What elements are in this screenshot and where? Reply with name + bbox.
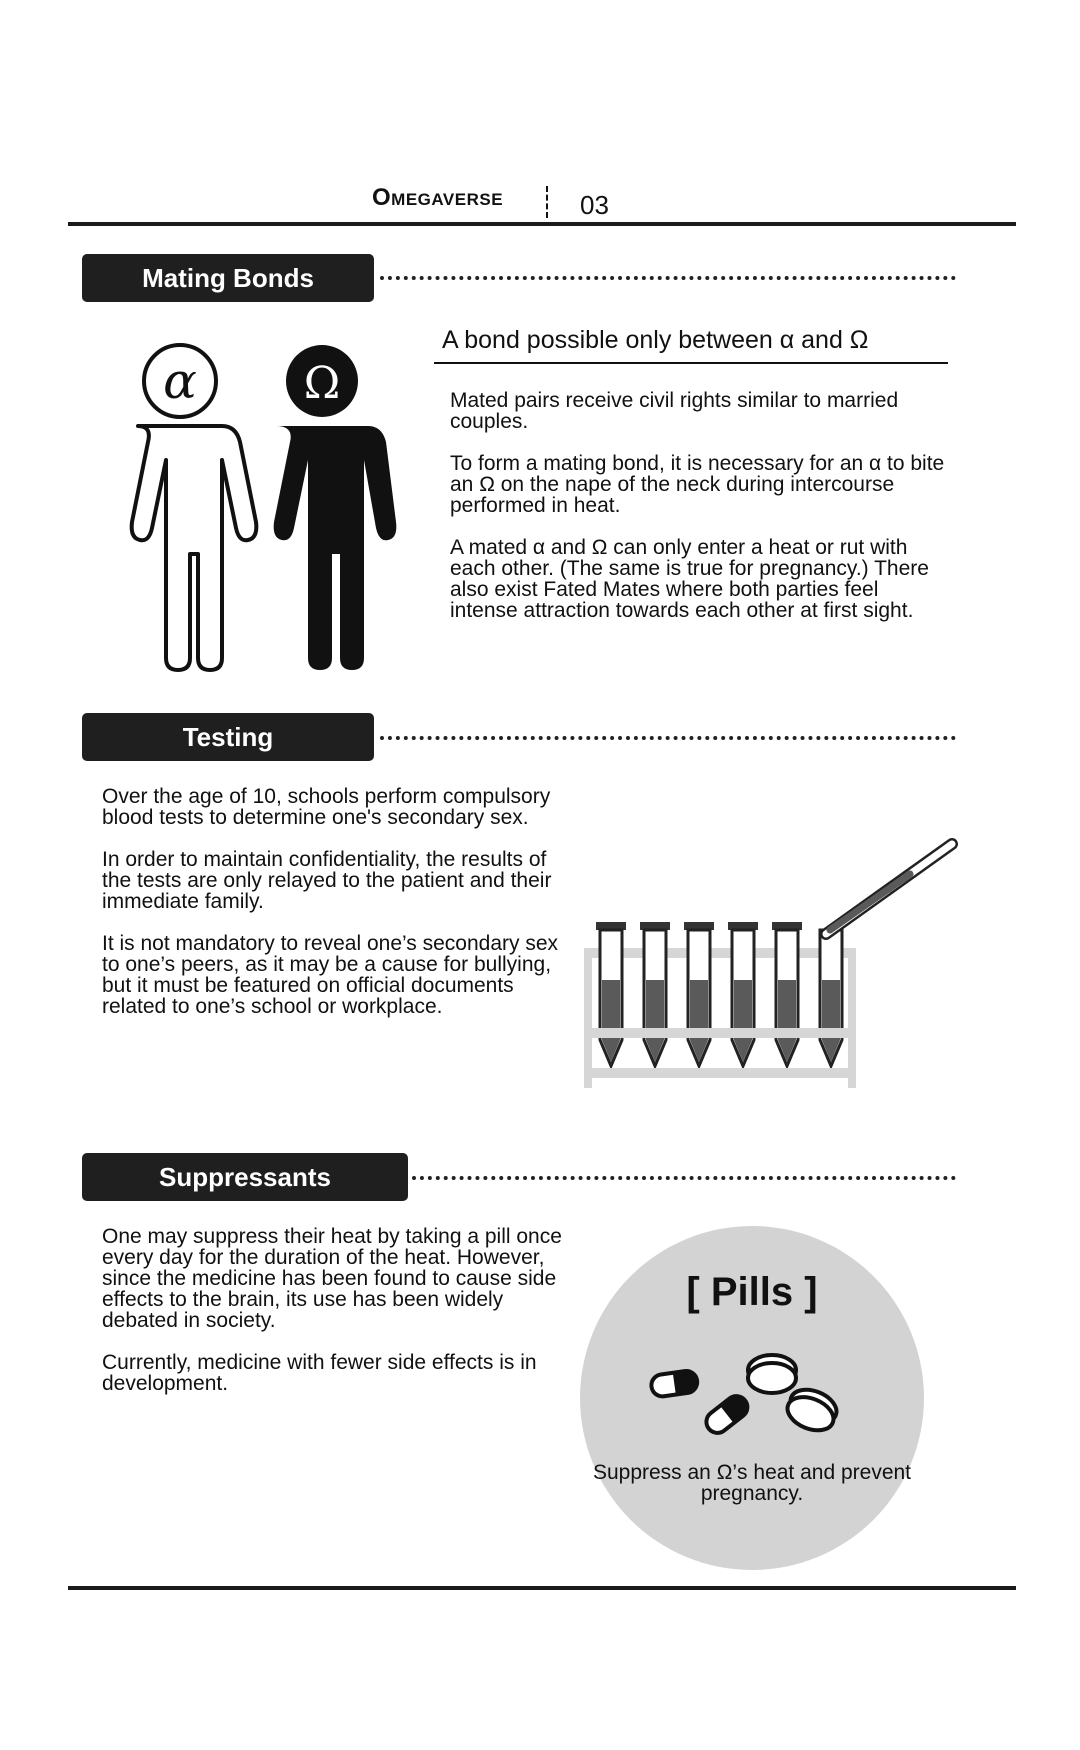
test-tube-2 [640, 922, 670, 1066]
capsule-icon [702, 1392, 752, 1438]
test-tube-1 [596, 922, 626, 1066]
testing-paragraph-1: Over the age of 10, schools perform compulsory blood tests to determine one's secondary sex. [102, 785, 551, 829]
top-rule [68, 222, 1016, 226]
pipette-icon [826, 844, 952, 934]
mating-paragraph-1: Mated pairs receive civil rights similar to married couples. [450, 389, 899, 433]
header-separator [546, 186, 548, 218]
omega-symbol: Ω [303, 358, 341, 409]
page-number: 03 [580, 190, 609, 220]
test-tube-6 [820, 930, 842, 1066]
suppressants-text [102, 1226, 562, 1415]
mating-subheading: A bond possible only between α and Ω [442, 326, 869, 354]
test-tube-rack-icon [580, 830, 960, 1100]
suppressants-paragraph-2: Currently, medicine with fewer side effects is in development. [102, 1351, 537, 1395]
pills-title: [ Pills ] [686, 1270, 818, 1314]
bottom-rule [68, 1586, 1016, 1590]
section-tag-suppressants: Suppressants [82, 1153, 408, 1201]
testing-paragraph-3: It is not mandatory to reveal one’s secondary sex to one’s peers, as it may be a cause for bullying, but it must be featured on official documents related to one’s school or workplace. [102, 932, 559, 1018]
alpha-omega-figure [100, 340, 410, 680]
testing-paragraph-2: In order to maintain confidentiality, the results of the tests are only relayed to the patient and their immediate family. [102, 848, 552, 913]
alpha-symbol: α [163, 352, 197, 410]
mating-paragraph-3: A mated α and Ω can only enter a heat or rut with each other. (The same is true for pregnancy.) There also exist Fated Mates where both parties feel intense attraction towards each other at first sight. [450, 536, 929, 622]
pills-icon [640, 1350, 850, 1450]
section-tag-mating-bonds: Mating Bonds [82, 254, 374, 302]
section-dots-suppressants [412, 1176, 956, 1180]
test-tube-4 [728, 922, 758, 1066]
testing-text [102, 786, 562, 1038]
capsule-icon [650, 1370, 699, 1398]
section-tag-testing: Testing [82, 713, 374, 761]
mating-text [450, 390, 950, 642]
test-tube-3 [684, 922, 714, 1066]
pills-caption: Suppress an Ω’s heat and prevent pregnancy. [592, 1461, 912, 1505]
suppressants-paragraph-1: One may suppress their heat by taking a pill once every day for the duration of the heat. However, since the medicine has been found to cause side effects to the brain, its use has been widely debated in society. [102, 1225, 562, 1332]
tablet-icon [783, 1383, 842, 1436]
mating-paragraph-2: To form a mating bond, it is necessary for an α to bite an Ω on the nape of the neck during intercourse performed in heat. [450, 452, 945, 517]
subheading-rule [434, 362, 948, 364]
tablet-icon [748, 1355, 796, 1393]
test-tube-5 [772, 922, 802, 1066]
section-dots-testing [380, 736, 956, 740]
header-title: Omegaverse [372, 184, 504, 211]
section-dots-mating [380, 276, 956, 280]
